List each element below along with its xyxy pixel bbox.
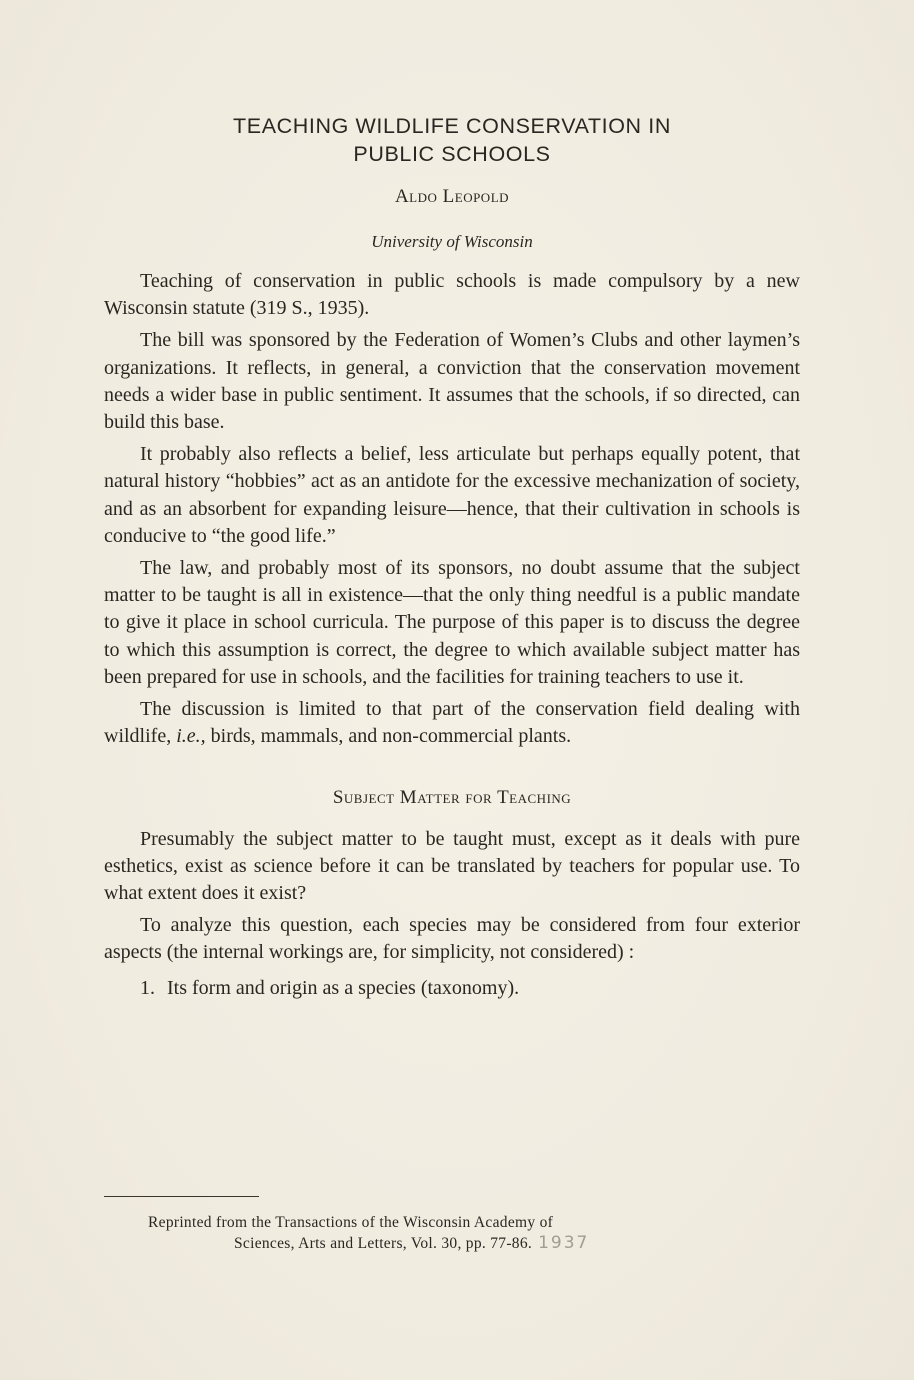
article-title bbox=[104, 112, 800, 168]
paragraph-6: Presumably the subject matter to be taught must, except as it deals with pure esthetics, exist as science before it can be translated by teachers for popular use. To what extent does it exist? bbox=[104, 827, 800, 905]
article-title-line-1: TEACHING WILDLIFE CONSERVATION IN bbox=[233, 114, 671, 138]
author-affiliation: University of Wisconsin bbox=[371, 232, 533, 251]
numbered-list-item bbox=[104, 975, 800, 1002]
section-heading: Subject Matter for Teaching bbox=[332, 787, 572, 809]
footnote-line-2 bbox=[104, 1233, 800, 1254]
paragraph-3: It probably also reflects a belief, less articulate but perhaps equally potent, that natural history “hobbies” act as an antidote for the excessive mechanization of society, and as an absorbent for expanding leisure—hence, that their cultivation in schools is conducive to “the good life.” bbox=[104, 443, 800, 547]
paragraph-5-italic: i.e., bbox=[176, 725, 206, 748]
footnote bbox=[104, 1212, 800, 1254]
paragraph-4: The law, and probably most of its sponsors, no doubt assume that the subject matter to be taught is all in existence—that the only thing needful is a public mandate to give it place in school curricula. The purpose of this paper is to discuss the degree to which this assumption is correct, the degree to which available subject matter has been prepared for use in schools, and the facilities for training teachers to use it. bbox=[104, 557, 800, 688]
article-body bbox=[104, 268, 800, 1002]
footnote-line-1: Reprinted from the Transactions of the Wisconsin Academy of bbox=[148, 1214, 554, 1231]
article-title-line-2: PUBLIC SCHOOLS bbox=[353, 142, 551, 166]
paragraph-7: To analyze this question, each species may be considered from four exterior aspects (the internal workings are, for simplicity, not considered) : bbox=[104, 914, 800, 964]
paragraph-1: Teaching of conservation in public schools is made compulsory by a new Wisconsin statute (319 S., 1935). bbox=[104, 270, 800, 320]
footnote-line-2-text: Sciences, Arts and Letters, Vol. 30, pp. 77-86. bbox=[234, 1235, 533, 1252]
footnote-divider bbox=[104, 1196, 259, 1197]
paragraph-5 bbox=[104, 696, 800, 750]
paragraph-5-text-a: The discussion is limited to that part of the conservation field dealing with wildlife, bbox=[104, 698, 800, 748]
author-name: Aldo Leopold bbox=[394, 186, 510, 207]
paragraph-2: The bill was sponsored by the Federation of Women’s Clubs and other laymen’s organizations. It reflects, in general, a conviction that the conservation movement needs a wider base in public sentiment. It assumes that the schools, if so directed, can build this base. bbox=[104, 329, 800, 434]
list-item-text: Its form and origin as a species (taxonomy). bbox=[167, 976, 520, 999]
handwritten-year-annotation: 1937 bbox=[538, 1233, 590, 1253]
list-item-number: 1. bbox=[140, 976, 155, 999]
paragraph-5-text-b: birds, mammals, and non-commercial plants. bbox=[205, 725, 572, 748]
